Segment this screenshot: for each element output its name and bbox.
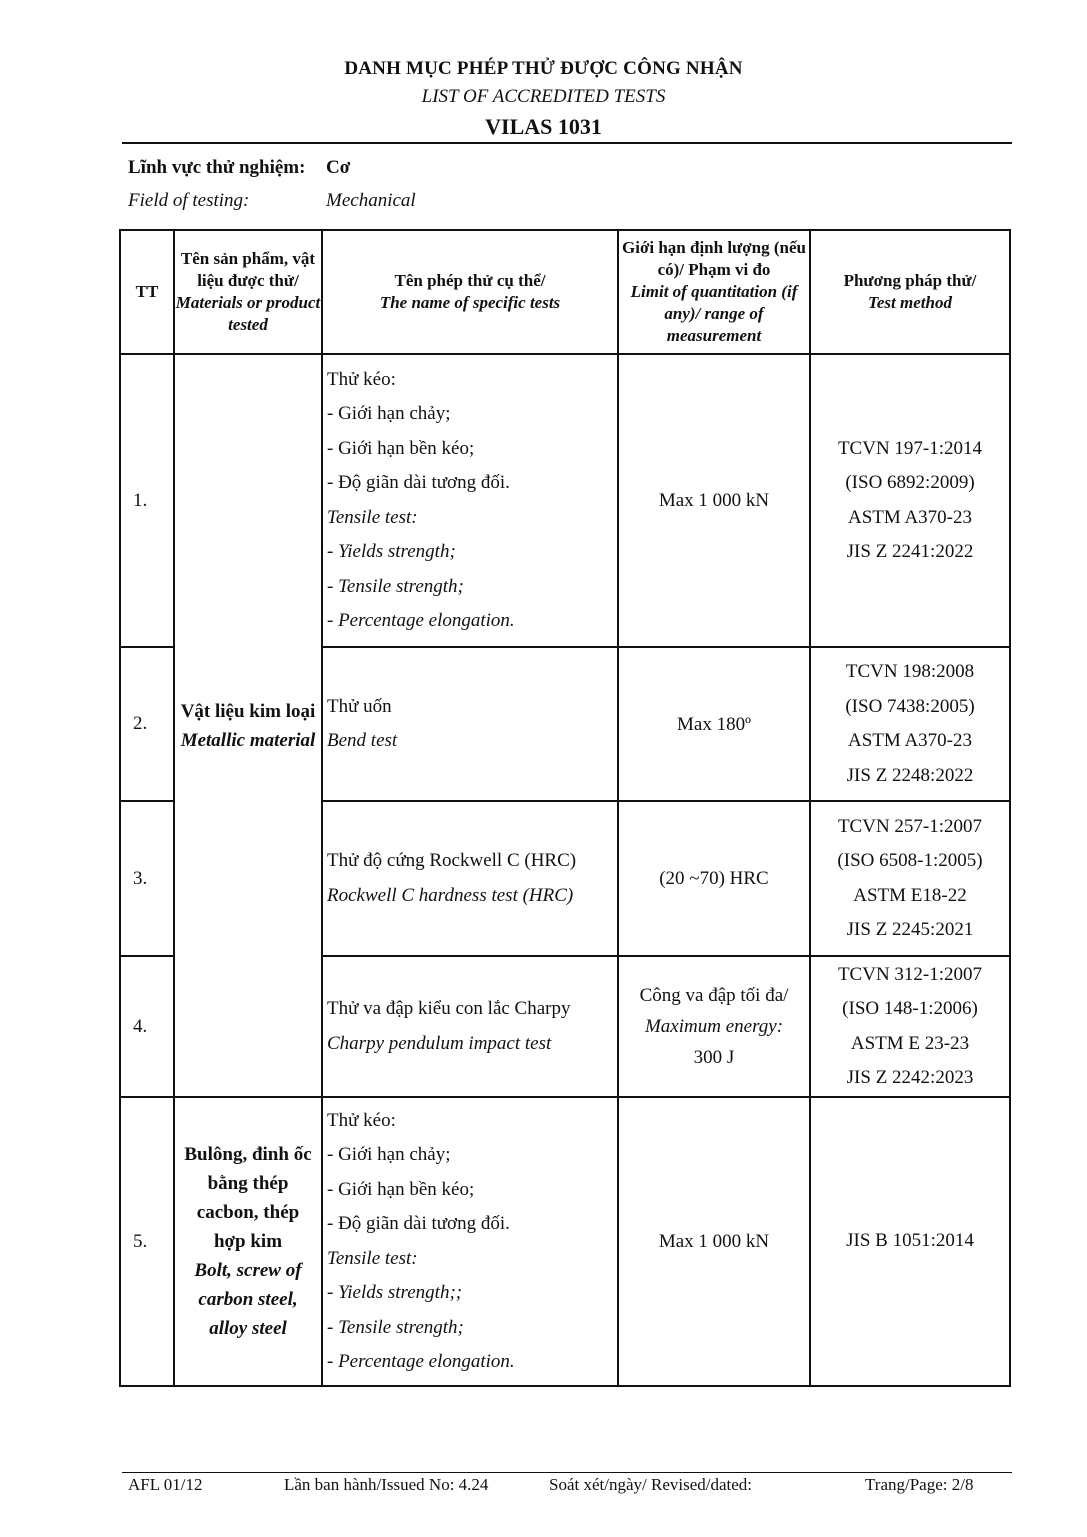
document-title-en: LIST OF ACCREDITED TESTS (421, 86, 666, 107)
test-name-cell: Thử kéo: - Giới hạn chảy; - Giới hạn bền kéo; - Độ giãn dài tương đối. Tensile test: - Yields strength;; - Tensile strength; - Percentage elongation. (322, 1097, 618, 1386)
field-value-vi: Cơ (326, 157, 351, 178)
field-label-vi: Lĩnh vực thử nghiệm: (128, 157, 306, 178)
header-limit: Giới hạn định lượng (nếu có)/ Phạm vi đo Limit of quantitation (if any)/ range of measurement (618, 230, 810, 354)
footer-revised-date: Soát xét/ngày/ Revised/dated: (549, 1475, 753, 1494)
row-number: 2. (120, 647, 174, 801)
method-cell: TCVN 197-1:2014 (ISO 6892:2009) ASTM A370-23 JIS Z 2241:2022 (810, 354, 1010, 647)
limit-cell: Max 1 000 kN (618, 354, 810, 647)
header-divider (122, 142, 1012, 144)
material-cell: Bulông, đinh ốc bằng thép cacbon, thép hợp kim Bolt, screw of carbon steel, alloy steel (174, 1097, 322, 1386)
test-name-cell: Thử uốn Bend test (322, 647, 618, 801)
header-method: Phương pháp thử/ Test method (810, 230, 1010, 354)
material-cell: Vật liệu kim loại Metallic material (174, 354, 322, 1097)
method-cell: TCVN 198:2008 (ISO 7438:2005) ASTM A370-23 JIS Z 2248:2022 (810, 647, 1010, 801)
table-row (120, 1097, 1010, 1386)
field-of-testing-vi (128, 157, 351, 179)
limit-cell: (20 ~70) HRC (618, 801, 810, 956)
limit-cell: Max 180º (618, 647, 810, 801)
limit-cell: Max 1 000 kN (618, 1097, 810, 1386)
header-material: Tên sản phẩm, vật liệu được thử/ Materials or product tested (174, 230, 322, 354)
row-number: 3. (120, 801, 174, 956)
footer-issued-no: Lần ban hành/Issued No: 4.24 (284, 1475, 489, 1494)
test-name-cell: Thử kéo: - Giới hạn chảy; - Giới hạn bền kéo; - Độ giãn dài tương đối. Tensile test: - Yields strength; - Tensile strength; - Percentage elongation. (322, 354, 618, 647)
field-of-testing-en (128, 190, 416, 212)
table-header-row (120, 230, 1010, 354)
limit-cell: Công va đập tối đa/ Maximum energy: 300 J (618, 956, 810, 1097)
header-tt: TT (120, 230, 174, 354)
field-label-en: Field of testing: (128, 190, 250, 211)
footer-divider (122, 1472, 1012, 1473)
method-cell: TCVN 312-1:2007 (ISO 148-1:2006) ASTM E 23-23 JIS Z 2242:2023 (810, 956, 1010, 1097)
row-number: 1. (120, 354, 174, 647)
test-name-cell: Thử va đập kiểu con lắc Charpy Charpy pendulum impact test (322, 956, 618, 1097)
method-cell: TCVN 257-1:2007 (ISO 6508-1:2005) ASTM E18-22 JIS Z 2245:2021 (810, 801, 1010, 956)
header-test-name: Tên phép thử cụ thể/ The name of specific tests (322, 230, 618, 354)
accredited-tests-table (119, 229, 1011, 1387)
footer-page-number: Trang/Page: 2/8 (865, 1475, 974, 1494)
accreditation-code: VILAS 1031 (485, 114, 602, 139)
method-cell: JIS B 1051:2014 (810, 1097, 1010, 1386)
document-title-vi: DANH MỤC PHÉP THỬ ĐƯỢC CÔNG NHẬN (344, 58, 743, 79)
row-number: 4. (120, 956, 174, 1097)
table-row (120, 354, 1010, 647)
footer-form-code: AFL 01/12 (128, 1475, 203, 1494)
row-number: 5. (120, 1097, 174, 1386)
test-name-cell: Thử độ cứng Rockwell C (HRC) Rockwell C hardness test (HRC) (322, 801, 618, 956)
field-value-en: Mechanical (326, 190, 416, 211)
